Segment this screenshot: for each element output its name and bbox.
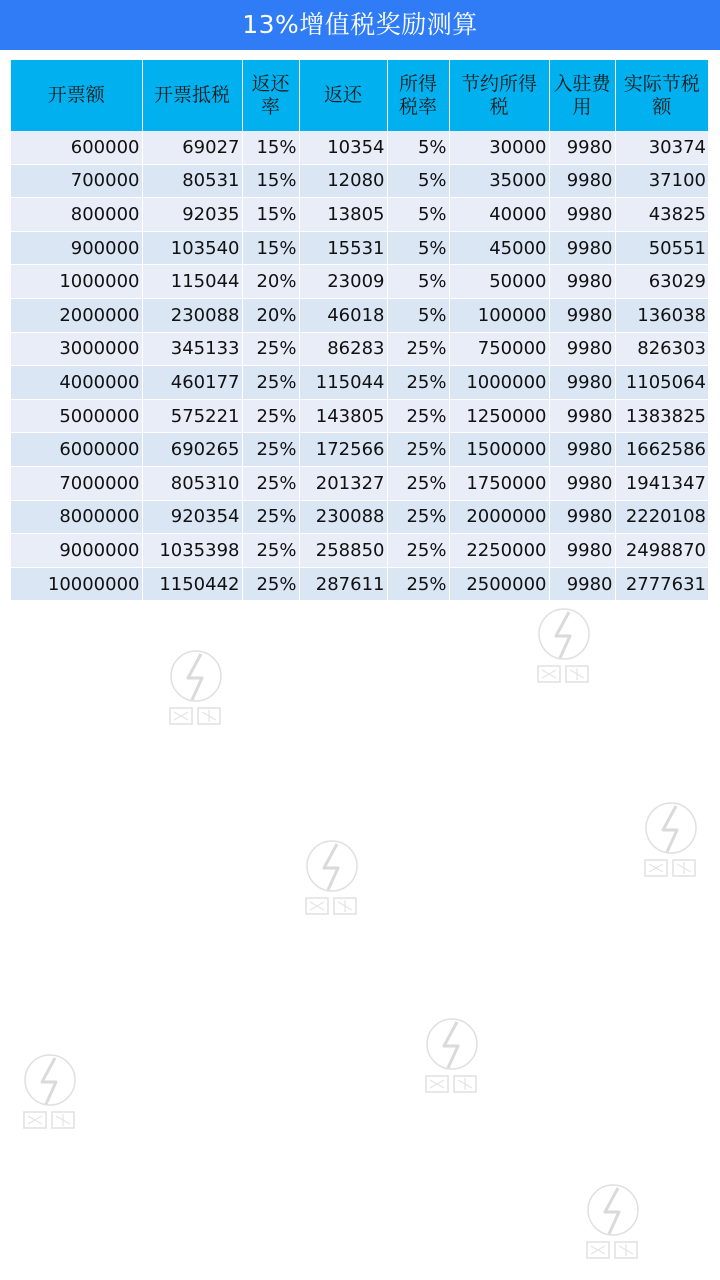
table-cell: 25% <box>242 332 299 366</box>
table-row <box>11 332 708 366</box>
column-header: 返还 率 <box>242 60 299 131</box>
table-cell: 9980 <box>549 433 615 467</box>
table-cell: 13805 <box>299 198 387 232</box>
table-cell: 1000000 <box>11 265 142 299</box>
table-cell: 15% <box>242 198 299 232</box>
table-cell: 9980 <box>549 231 615 265</box>
table-cell: 600000 <box>11 131 142 164</box>
table-cell: 5% <box>387 231 449 265</box>
table-cell: 63029 <box>615 265 708 299</box>
table-cell: 25% <box>387 466 449 500</box>
table-cell: 805310 <box>142 466 242 500</box>
table-cell: 86283 <box>299 332 387 366</box>
table-cell: 2220108 <box>615 500 708 534</box>
table-cell: 37100 <box>615 164 708 198</box>
table-cell: 25% <box>242 567 299 601</box>
table-cell: 800000 <box>11 198 142 232</box>
table-cell: 10354 <box>299 131 387 164</box>
table-cell: 25% <box>242 466 299 500</box>
table-cell: 9980 <box>549 265 615 299</box>
table-cell: 92035 <box>142 198 242 232</box>
watermark-logo-icon <box>22 1052 84 1132</box>
table-cell: 2250000 <box>449 534 549 568</box>
watermark-logo-icon <box>585 1182 647 1262</box>
table-cell: 25% <box>242 399 299 433</box>
table-cell: 25% <box>242 534 299 568</box>
table-cell: 1750000 <box>449 466 549 500</box>
table-cell: 5% <box>387 164 449 198</box>
table-cell: 15% <box>242 131 299 164</box>
table-cell: 25% <box>387 332 449 366</box>
table-cell: 45000 <box>449 231 549 265</box>
watermark-logo-icon <box>304 838 366 918</box>
table-cell: 345133 <box>142 332 242 366</box>
table-body <box>11 131 708 601</box>
table-row <box>11 298 708 332</box>
table-cell: 43825 <box>615 198 708 232</box>
table-cell: 6000000 <box>11 433 142 467</box>
table-cell: 1035398 <box>142 534 242 568</box>
column-header: 开票额 <box>11 60 142 131</box>
table-cell: 7000000 <box>11 466 142 500</box>
table-cell: 5% <box>387 265 449 299</box>
table-cell: 2000000 <box>449 500 549 534</box>
table-cell: 25% <box>387 567 449 601</box>
table-cell: 3000000 <box>11 332 142 366</box>
watermark-logo-icon <box>424 1016 486 1096</box>
watermark-logo-icon <box>168 648 230 728</box>
table-cell: 15531 <box>299 231 387 265</box>
table-row <box>11 399 708 433</box>
table-cell: 4000000 <box>11 366 142 400</box>
table-cell: 1383825 <box>615 399 708 433</box>
table-cell: 136038 <box>615 298 708 332</box>
table-cell: 9980 <box>549 198 615 232</box>
column-header: 所得 税率 <box>387 60 449 131</box>
table-row <box>11 231 708 265</box>
table-cell: 115044 <box>299 366 387 400</box>
table-cell: 1500000 <box>449 433 549 467</box>
table-header-row <box>11 60 708 131</box>
table-cell: 287611 <box>299 567 387 601</box>
column-header: 入驻费 用 <box>549 60 615 131</box>
column-header: 开票抵税 <box>142 60 242 131</box>
table-cell: 750000 <box>449 332 549 366</box>
table-cell: 1105064 <box>615 366 708 400</box>
table-row <box>11 500 708 534</box>
table-cell: 700000 <box>11 164 142 198</box>
table-cell: 1250000 <box>449 399 549 433</box>
table-cell: 920354 <box>142 500 242 534</box>
table-cell: 10000000 <box>11 567 142 601</box>
table-cell: 80531 <box>142 164 242 198</box>
table-cell: 50000 <box>449 265 549 299</box>
table-cell: 23009 <box>299 265 387 299</box>
table-cell: 12080 <box>299 164 387 198</box>
table-cell: 15% <box>242 231 299 265</box>
table-cell: 172566 <box>299 433 387 467</box>
table-cell: 230088 <box>299 500 387 534</box>
table-cell: 826303 <box>615 332 708 366</box>
table-cell: 20% <box>242 298 299 332</box>
table-cell: 50551 <box>615 231 708 265</box>
table-cell: 100000 <box>449 298 549 332</box>
table-cell: 25% <box>242 500 299 534</box>
table-row <box>11 534 708 568</box>
table-cell: 9980 <box>549 164 615 198</box>
table-row <box>11 198 708 232</box>
tax-table <box>11 60 708 601</box>
table-row <box>11 433 708 467</box>
table-cell: 258850 <box>299 534 387 568</box>
table-cell: 9980 <box>549 332 615 366</box>
table-cell: 575221 <box>142 399 242 433</box>
table-cell: 5% <box>387 131 449 164</box>
table-row <box>11 366 708 400</box>
table-cell: 25% <box>387 534 449 568</box>
table-cell: 143805 <box>299 399 387 433</box>
table-cell: 460177 <box>142 366 242 400</box>
column-header: 返还 <box>299 60 387 131</box>
table-cell: 230088 <box>142 298 242 332</box>
column-header: 实际节税 额 <box>615 60 708 131</box>
table-cell: 25% <box>387 366 449 400</box>
watermark-logo-icon <box>643 800 705 880</box>
table-cell: 1000000 <box>449 366 549 400</box>
table-cell: 25% <box>387 433 449 467</box>
table-cell: 40000 <box>449 198 549 232</box>
table-cell: 2500000 <box>449 567 549 601</box>
watermark-logo-icon <box>536 606 598 686</box>
table-cell: 8000000 <box>11 500 142 534</box>
column-header: 节约所得 税 <box>449 60 549 131</box>
table-cell: 1662586 <box>615 433 708 467</box>
table-cell: 9980 <box>549 366 615 400</box>
table-cell: 25% <box>387 399 449 433</box>
table-cell: 2000000 <box>11 298 142 332</box>
table-cell: 1150442 <box>142 567 242 601</box>
table-cell: 201327 <box>299 466 387 500</box>
table-row <box>11 164 708 198</box>
table-cell: 9980 <box>549 567 615 601</box>
table-cell: 25% <box>242 433 299 467</box>
table-row <box>11 131 708 164</box>
table-cell: 46018 <box>299 298 387 332</box>
table-cell: 2777631 <box>615 567 708 601</box>
table-cell: 5% <box>387 298 449 332</box>
table-cell: 900000 <box>11 231 142 265</box>
table-cell: 9980 <box>549 399 615 433</box>
table-cell: 20% <box>242 265 299 299</box>
table-cell: 9000000 <box>11 534 142 568</box>
page-title: 13%增值税奖励测算 <box>0 0 720 50</box>
table-cell: 15% <box>242 164 299 198</box>
table-row <box>11 466 708 500</box>
table-cell: 30374 <box>615 131 708 164</box>
table-cell: 5% <box>387 198 449 232</box>
table-cell: 9980 <box>549 466 615 500</box>
table-row <box>11 567 708 601</box>
table-cell: 35000 <box>449 164 549 198</box>
table-cell: 9980 <box>549 534 615 568</box>
table-cell: 9980 <box>549 500 615 534</box>
table-cell: 103540 <box>142 231 242 265</box>
table-cell: 115044 <box>142 265 242 299</box>
table-cell: 690265 <box>142 433 242 467</box>
table-cell: 69027 <box>142 131 242 164</box>
table-cell: 5000000 <box>11 399 142 433</box>
table-row <box>11 265 708 299</box>
table-cell: 30000 <box>449 131 549 164</box>
table-cell: 9980 <box>549 298 615 332</box>
table-cell: 25% <box>242 366 299 400</box>
table-cell: 2498870 <box>615 534 708 568</box>
table-cell: 9980 <box>549 131 615 164</box>
table-cell: 1941347 <box>615 466 708 500</box>
table-cell: 25% <box>387 500 449 534</box>
